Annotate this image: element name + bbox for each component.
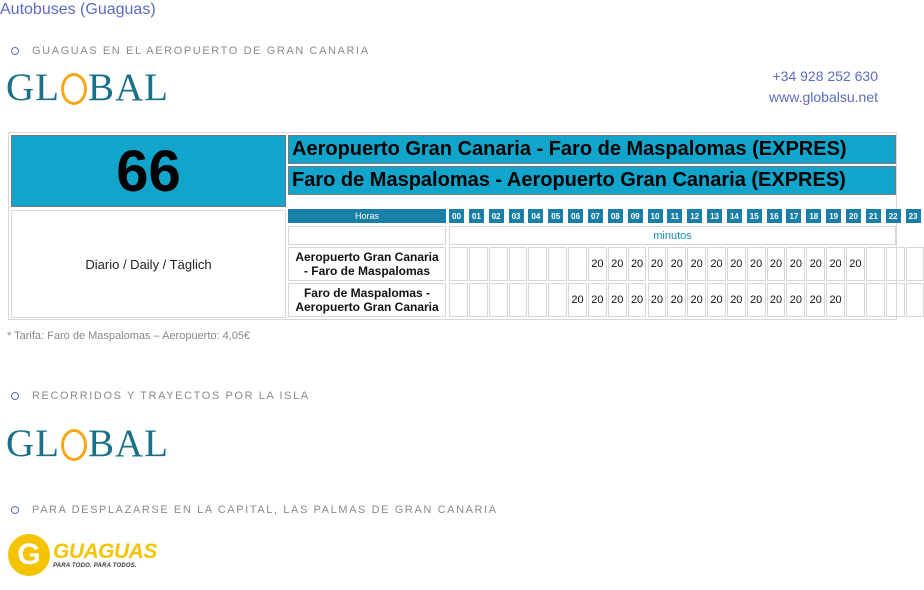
minute-cell: 20 [826, 247, 845, 281]
section-airport-heading [11, 45, 370, 57]
hour-header-07: 07 [588, 209, 603, 223]
global-logo-text-end: BAL [88, 422, 169, 465]
hour-header-10: 10 [648, 209, 663, 223]
global-logo-o-icon [61, 73, 87, 105]
guaguas-g-icon: G [8, 534, 50, 576]
website-link[interactable]: www.globalsu.net [769, 89, 878, 105]
hour-header-12: 12 [687, 209, 702, 223]
hour-header-22: 22 [886, 209, 901, 223]
hour-header-14: 14 [727, 209, 742, 223]
minute-cell: 20 [707, 247, 726, 281]
hour-header-23: 23 [906, 209, 921, 223]
minute-cell: 20 [727, 283, 746, 317]
hour-header-19: 19 [826, 209, 841, 223]
hour-header-13: 13 [707, 209, 722, 223]
minute-cell [886, 283, 905, 317]
hour-header-21: 21 [866, 209, 881, 223]
hour-header-05: 05 [548, 209, 563, 223]
hour-header-09: 09 [628, 209, 643, 223]
hour-header-16: 16 [767, 209, 782, 223]
direction-return-line1: Faro de Maspalomas - [303, 286, 431, 300]
bullet-circle-icon [11, 506, 19, 514]
minute-cell [489, 247, 508, 281]
direction-return [288, 283, 446, 317]
minute-cell [906, 247, 924, 281]
hour-header-00: 00 [449, 209, 464, 223]
minute-cell [846, 283, 865, 317]
minute-cell [469, 283, 488, 317]
bullet-circle-icon [11, 392, 19, 400]
global-logo[interactable] [6, 68, 169, 107]
minute-cell [449, 283, 468, 317]
route-name-outbound: Aeropuerto Gran Canaria - Faro de Maspalomas (EXPRES) [288, 135, 896, 164]
minute-cell: 20 [608, 247, 627, 281]
global-logo-text-end: BAL [88, 66, 169, 109]
service-days: Diario / Daily / Täglich [11, 210, 286, 318]
minute-cell [489, 283, 508, 317]
hour-header-02: 02 [489, 209, 504, 223]
minute-cell: 20 [628, 247, 647, 281]
section-airport-label: GUAGUAS EN EL AEROPUERTO DE GRAN CANARIA [32, 45, 370, 57]
page-title: Autobuses (Guaguas) [0, 1, 156, 18]
minute-cell: 20 [747, 247, 766, 281]
guaguas-logo-word: GUAGUAS [53, 540, 157, 563]
section-island-label: RECORRIDOS Y TRAYECTOS POR LA ISLA [32, 390, 310, 402]
minute-cell: 20 [667, 283, 686, 317]
minute-cell: 20 [568, 283, 587, 317]
minute-cell [449, 247, 468, 281]
minute-cell: 20 [687, 283, 706, 317]
minute-cell [509, 247, 528, 281]
hour-header-20: 20 [846, 209, 861, 223]
direction-outbound [288, 247, 446, 281]
minute-cell: 20 [826, 283, 845, 317]
minute-cell: 20 [846, 247, 865, 281]
hour-header-04: 04 [528, 209, 543, 223]
minute-cell: 20 [667, 247, 686, 281]
minute-cell [568, 247, 587, 281]
minute-cell: 20 [648, 283, 667, 317]
minute-cell: 20 [806, 283, 825, 317]
minute-cell: 20 [628, 283, 647, 317]
minute-cell [886, 247, 905, 281]
global-logo-island[interactable] [6, 424, 169, 463]
hour-header-18: 18 [806, 209, 821, 223]
hour-header-11: 11 [667, 209, 682, 223]
direction-outbound-line2: - Faro de Maspalomas [303, 264, 431, 278]
minute-cell [548, 247, 567, 281]
phone-link[interactable]: +34 928 252 630 [772, 68, 878, 84]
minutes-label-spacer [288, 226, 446, 245]
minute-cell: 20 [727, 247, 746, 281]
contact-info [769, 66, 878, 108]
bullet-circle-icon [11, 47, 19, 55]
guaguas-logo[interactable] [8, 534, 157, 576]
schedule-table [8, 132, 918, 320]
hour-header-17: 17 [786, 209, 801, 223]
route-name-return: Faro de Maspalomas - Aeropuerto Gran Canaria (EXPRES) [288, 166, 896, 195]
minute-cell: 20 [767, 247, 786, 281]
route-number: 66 [11, 135, 286, 207]
minute-cell: 20 [687, 247, 706, 281]
minute-cell: 20 [747, 283, 766, 317]
minute-cell [866, 247, 885, 281]
minute-cell [528, 283, 547, 317]
global-logo-text-start: GL [6, 66, 60, 109]
section-island-heading [11, 390, 310, 402]
minute-cell [509, 283, 528, 317]
guaguas-logo-slogan: PARA TODO. PARA TODOS. [53, 563, 137, 569]
hour-header-01: 01 [469, 209, 484, 223]
section-capital-label: PARA DESPLAZARSE EN LA CAPITAL, LAS PALMAS DE GRAN CANARIA [32, 504, 498, 516]
global-logo-o-icon [61, 429, 87, 461]
global-logo-text-start: GL [6, 422, 60, 465]
hour-header-15: 15 [747, 209, 762, 223]
minute-cell: 20 [767, 283, 786, 317]
minute-cell [548, 283, 567, 317]
minute-cell: 20 [786, 247, 805, 281]
minute-cell [469, 247, 488, 281]
minute-cell [906, 283, 924, 317]
hour-header-06: 06 [568, 209, 583, 223]
minute-cell: 20 [588, 283, 607, 317]
minute-cell: 20 [608, 283, 627, 317]
direction-return-line2: Aeropuerto Gran Canaria [295, 300, 439, 314]
minutes-label: minutos [449, 226, 896, 245]
minute-cell: 20 [707, 283, 726, 317]
fare-note: * Tarifa: Faro de Maspalomas – Aeropuerto: 4,05€ [7, 330, 251, 342]
minute-cell: 20 [786, 283, 805, 317]
direction-outbound-line1: Aeropuerto Gran Canaria [295, 250, 439, 264]
minute-cell [528, 247, 547, 281]
hour-header-03: 03 [509, 209, 524, 223]
hour-header-08: 08 [608, 209, 623, 223]
minute-cell [866, 283, 885, 317]
minute-cell: 20 [648, 247, 667, 281]
minute-cell: 20 [588, 247, 607, 281]
hours-header-label: Horas [288, 209, 446, 223]
section-capital-heading [11, 504, 498, 516]
minute-cell: 20 [806, 247, 825, 281]
